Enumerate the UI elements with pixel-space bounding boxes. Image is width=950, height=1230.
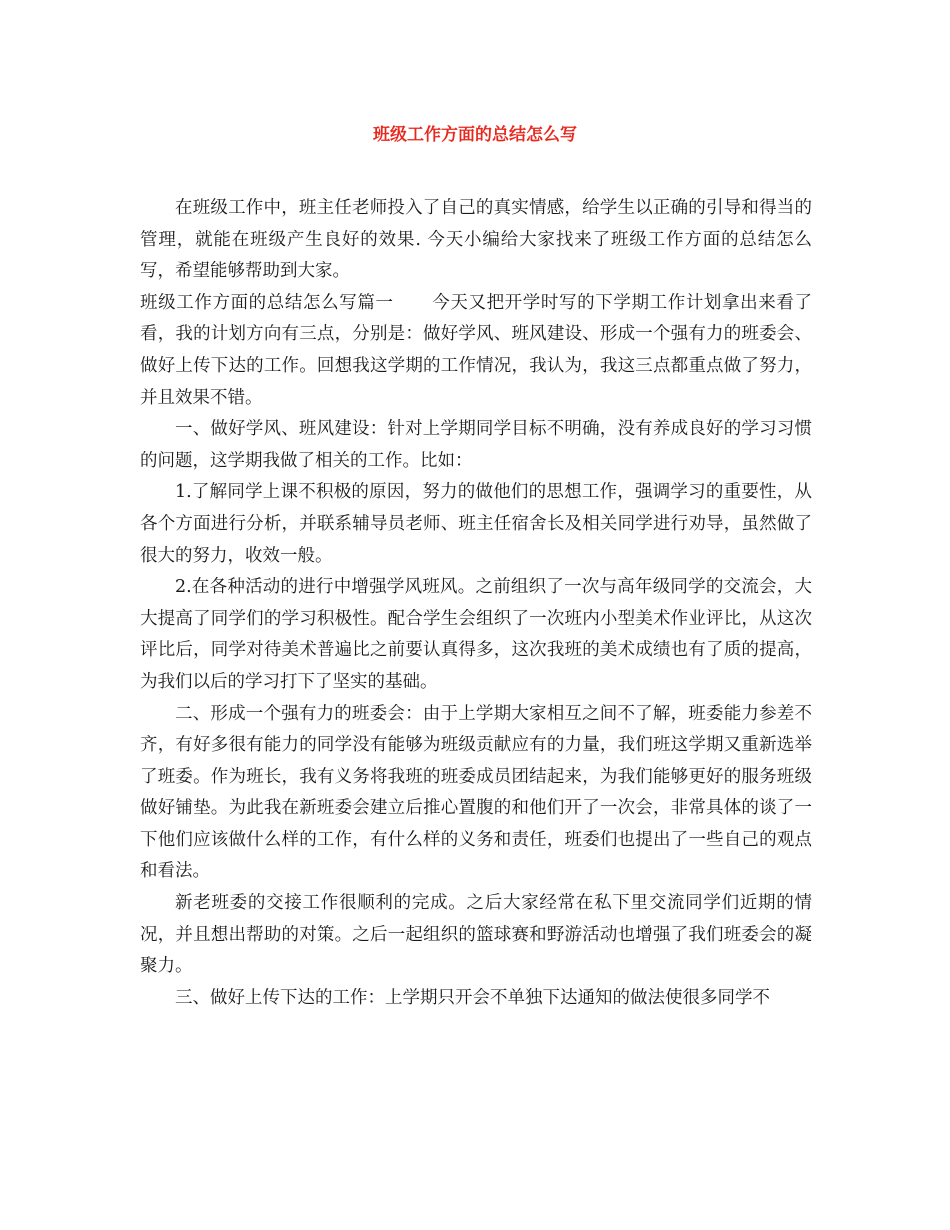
document-title: 班级工作方面的总结怎么写 bbox=[373, 125, 577, 145]
section-lead: 今天又把开学时写的下学期工作计划拿出来看了看，我的计划方向有三点，分别是：做好学风、班风建设、形成一个强有力的班委会、做好上传下达的工作。回想我这学期的工作情况，我认为，我这三点都重点做了努力，并且效果不错。 bbox=[140, 292, 813, 408]
paragraph-2: 1.了解同学上课不积极的原因，努力的做他们的思想工作，强调学习的重要性，从各个方面进行分析，并联系辅导员老师、班主任宿舍长及相关同学进行劝导，虽然做了很大的努力，收效一般。 bbox=[140, 482, 812, 566]
paragraph-3: 2.在各种活动的进行中增强学风班风。之前组织了一次与高年级同学的交流会，大大提高了同学们的学习积极性。配合学生会组织了一次班内小型美术作业评比，从这次评比后，同学对待美术普遍比之前要认真得多，这次我班的美术成绩也有了质的提高，为我们以后的学习打下了坚实的基础。 bbox=[140, 577, 812, 692]
intro-paragraph: 在班级工作中，班主任老师投入了自己的真实情感，给学生以正确的引导和得当的管理，就能在班级产生良好的效果. 今天小编给大家找来了班级工作方面的总结怎么写，希望能够帮助到大家。 bbox=[140, 198, 812, 282]
paragraph-5: 新老班委的交接工作很顺利的完成。之后大家经常在私下里交流同学们近期的情况，并且想出帮助的对策。之后一起组织的篮球赛和野游活动也增强了我们班委会的凝聚力。 bbox=[140, 893, 812, 977]
paragraph-1: 一、做好学风、班风建设：针对上学期同学目标不明确，没有养成良好的学习习惯的问题，这学期我做了相关的工作。比如： bbox=[140, 419, 812, 471]
paragraph-6: 三、做好上传下达的工作：上学期只开会不单独下达通知的做法使很多同学不 bbox=[175, 987, 770, 1008]
section-heading: 班级工作方面的总结怎么写篇一 bbox=[140, 292, 394, 313]
paragraph-4: 二、形成一个强有力的班委会：由于上学期大家相互之间不了解，班委能力参差不齐，有好多很有能力的同学没有能够为班级贡献应有的力量，我们班这学期又重新选举了班委。作为班长，我有义务将我班的班委成员团结起来，为我们能够更好的服务班级做好铺垫。为此我在新班委会建立后推心置腹的和他们开了一次会，非常具体的谈了一下他们应该做什么样的工作，有什么样的义务和责任，班委们也提出了一些自己的观点和看法。 bbox=[140, 703, 812, 882]
section-paragraph bbox=[140, 288, 812, 414]
document-body bbox=[140, 193, 812, 1014]
